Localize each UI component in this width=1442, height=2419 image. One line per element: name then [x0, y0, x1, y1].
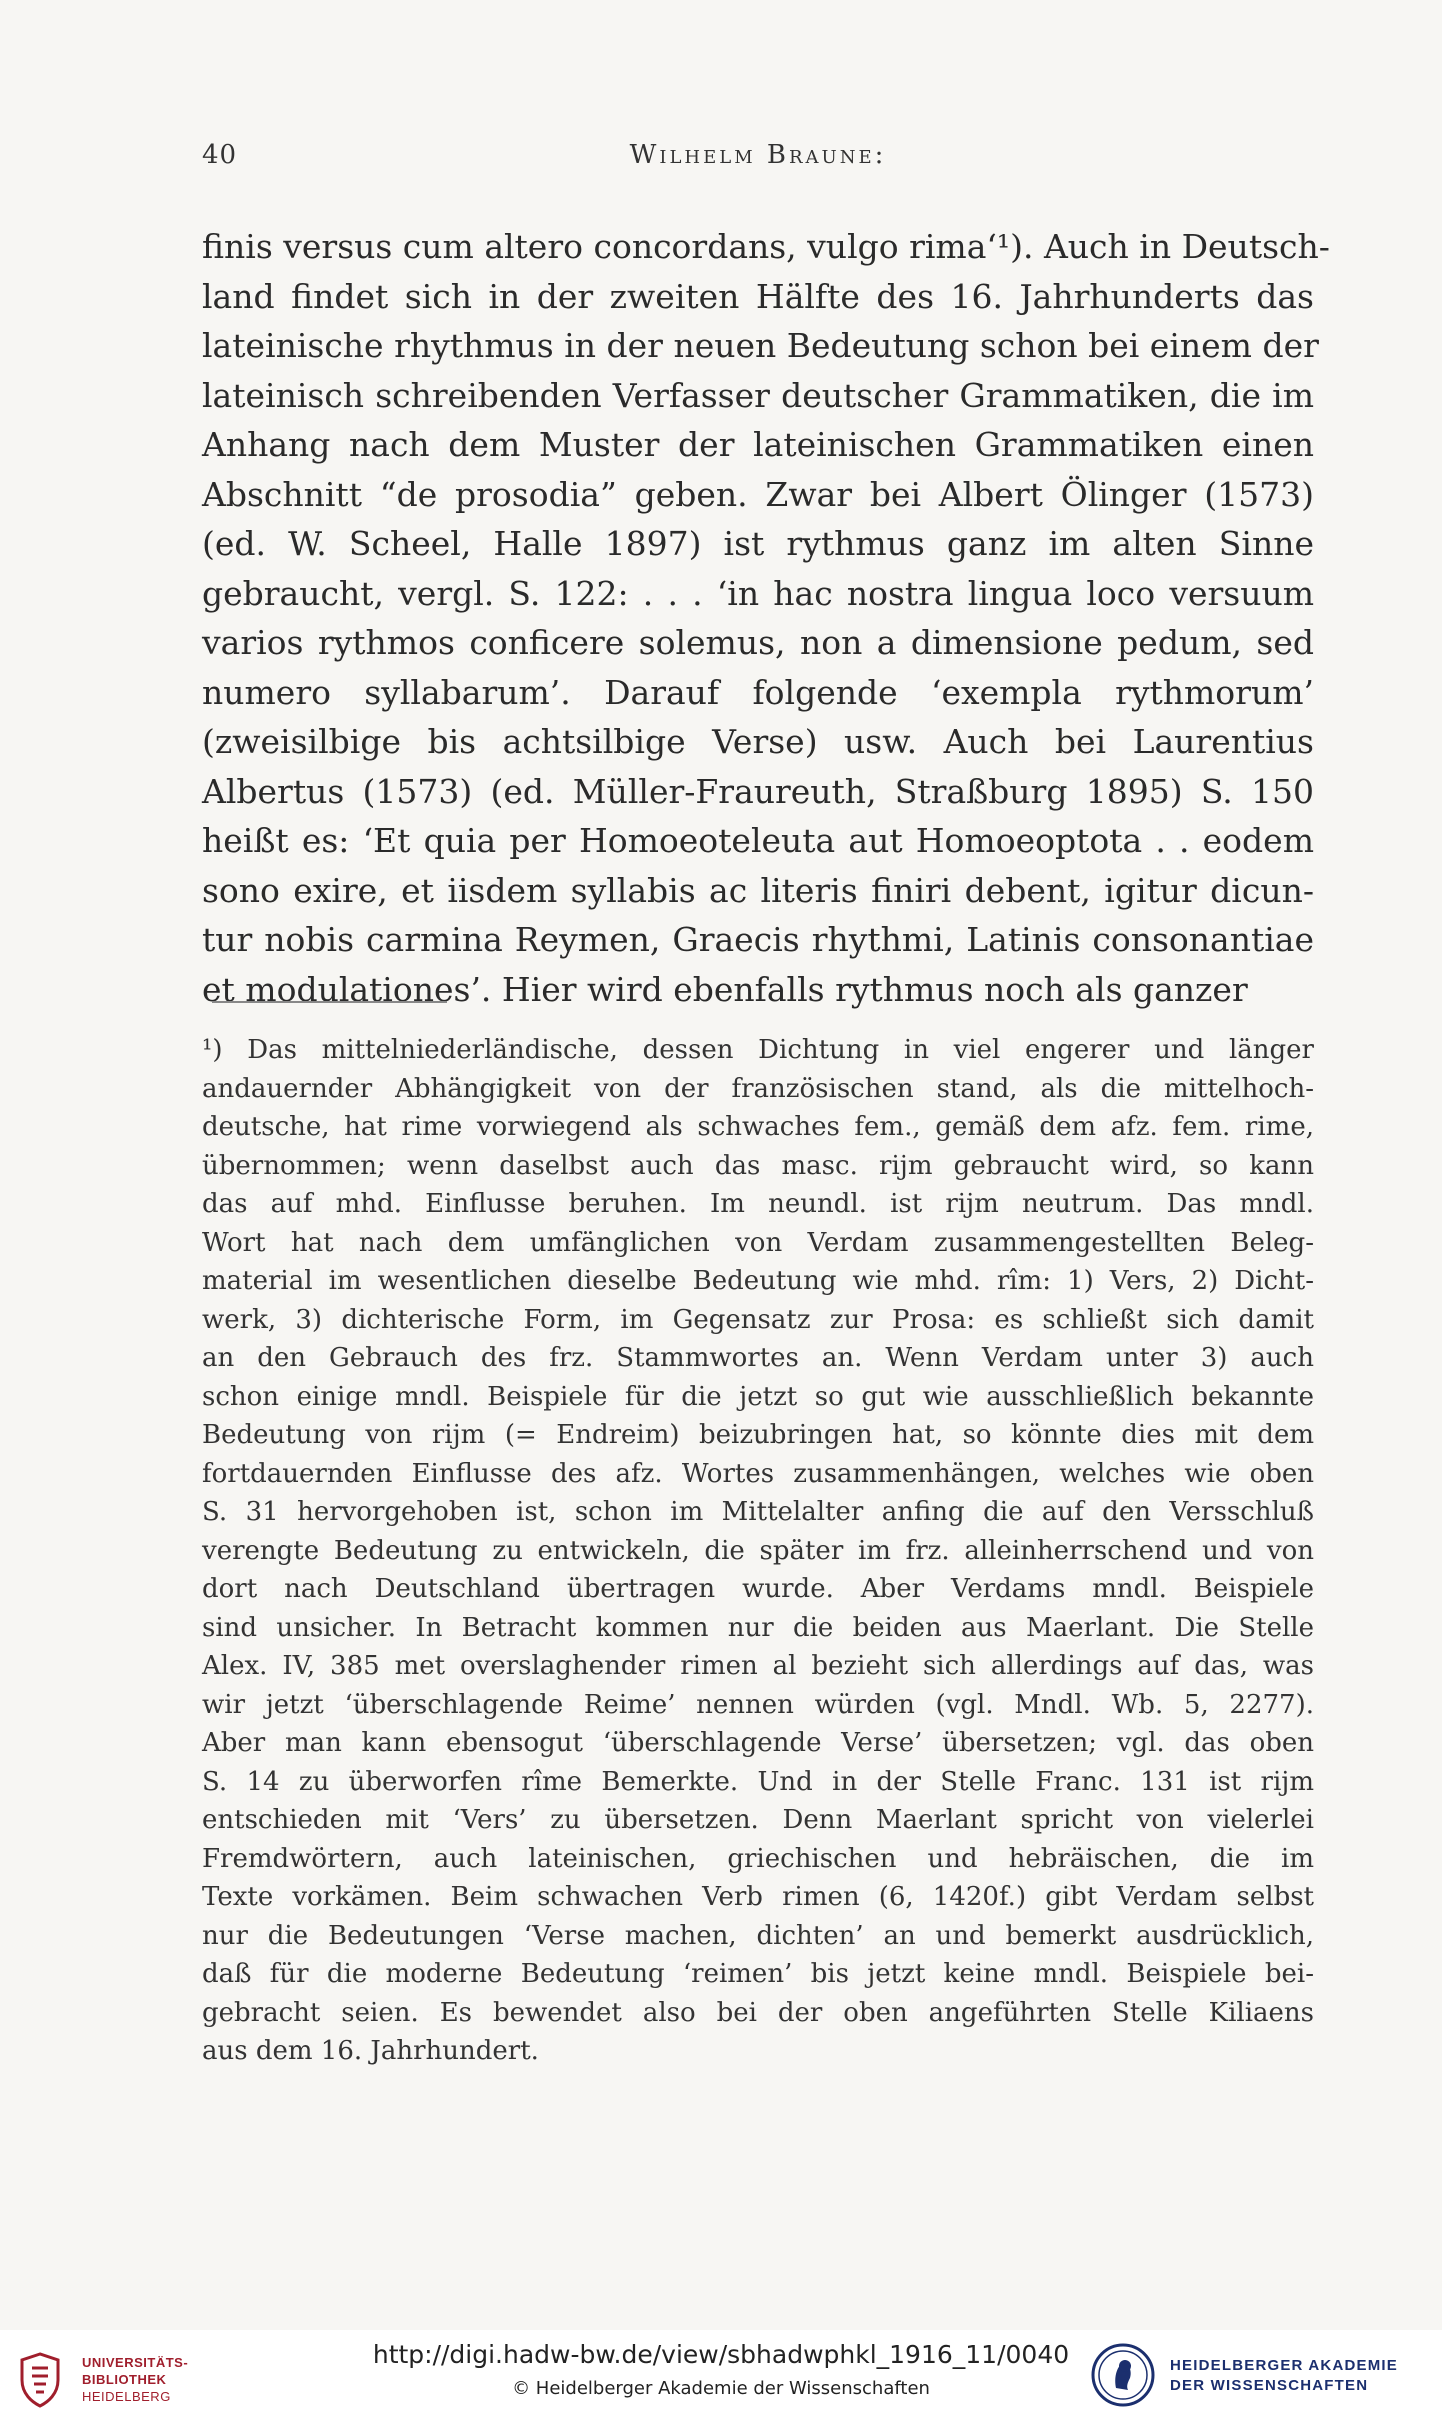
footnote-line: wir jetzt ‘überschlagende Reime’ nennen würden (vgl. Mndl. Wb. 5, 2277). [202, 1689, 1314, 1720]
text-line: et modulationes’. Hier wird ebenfalls rythmus noch als ganzer [202, 969, 1248, 1009]
footnote-line: Bedeutung von rijm (= Endreim) beizubringen hat, so könnte dies mit dem [202, 1420, 1314, 1450]
permalink-url[interactable]: http://digi.hadw-bw.de/view/sbhadwphkl_1916_11/0040 [372, 2340, 1070, 2369]
text-line: numero syllabarum’. Darauf folgende ‘exempla rythmorum’ [202, 672, 1314, 712]
academy-line-2: DER WISSENSCHAFTEN [1170, 2377, 1369, 2394]
footnote-line: gebracht seien. Es bewendet also bei der oben angeführten Stelle Kiliaens [202, 1997, 1314, 2028]
footnote-line: Texte vorkämen. Beim schwachen Verb rimen (6, 1420f.) gibt Verdam selbst [202, 1882, 1314, 1912]
page-number: 40 [202, 140, 238, 170]
text-line: varios rythmos conficere solemus, non a dimensione pedum, sed [202, 623, 1314, 662]
ub-line-1: UNIVERSITÄTS- [82, 2355, 189, 2370]
footnote-line: entschieden mit ‘Vers’ zu übersetzen. Denn Maerlant spricht von vielerlei [202, 1805, 1314, 1835]
text-line: Anhang nach dem Muster der lateinischen Grammatiken einen [202, 425, 1314, 464]
academy-line-1: HEIDELBERGER AKADEMIE [1170, 2357, 1398, 2374]
footnote-line: verengte Bedeutung zu entwickeln, die später im frz. alleinherrschend und von [202, 1535, 1314, 1566]
footnote-line: fortdauernden Einflusse des afz. Wortes zusammenhängen, welches wie oben [202, 1458, 1314, 1489]
main-text-block [202, 222, 1330, 1014]
footnote-line: daß für die moderne Bedeutung ‘reimen’ bis jetzt keine mndl. Beispiele bei- [202, 1959, 1314, 1989]
text-line: lateinische rhythmus in der neuen Bedeutung schon bei einem der [202, 326, 1319, 365]
footnote-line: schon einige mndl. Beispiele für die jetzt so gut wie ausschließlich bekannte [202, 1381, 1314, 1412]
text-line: sono exire, et iisdem syllabis ac literis finiri debent, igitur dicun- [202, 870, 1314, 910]
footnote-line: Aber man kann ebensogut ‘überschlagende Verse’ übersetzen; vgl. das oben [202, 1728, 1314, 1758]
text-line: heißt es: ‘Et quia per Homoeoteleuta aut Homoeoptota . . eodem [202, 821, 1314, 860]
footnote-line: Alex. IV, 385 met overslaghender rimen al bezieht sich allerdings auf das, was [202, 1651, 1314, 1681]
footnote-line: Wort hat nach dem umfänglichen von Verdam zusammengestellten Beleg- [202, 1227, 1314, 1258]
footnote-line: nur die Bedeutungen ‘Verse machen, dichten’ an und bemerkt ausdrücklich, [202, 1920, 1314, 1951]
copyright-notice: © Heidelberger Akademie der Wissenschaften [512, 2378, 930, 2399]
footnote-separator [212, 1001, 447, 1003]
footnote-line: an den Gebrauch des frz. Stammwortes an. Wenn Verdam unter 3) auch [202, 1343, 1314, 1373]
footnote-block [202, 1031, 1314, 2071]
footnote-line: material im wesentlichen dieselbe Bedeutung wie mhd. rîm: 1) Vers, 2) Dicht- [202, 1266, 1314, 1296]
footnote-line: das auf mhd. Einflusse beruhen. Im neundl. ist rijm neutrum. Das mndl. [202, 1189, 1314, 1219]
ub-line-2: BIBLIOTHEK [82, 2372, 167, 2387]
footnote-line: dort nach Deutschland übertragen wurde. Aber Verdams mndl. Beispiele [202, 1574, 1314, 1604]
academy-logo[interactable] [1090, 2342, 1420, 2410]
footnote-line: andauernder Abhängigkeit von der französischen stand, als die mittelhoch- [202, 1073, 1314, 1104]
text-line: Abschnitt “de prosodia” geben. Zwar bei Albert Ölinger (1573) [202, 474, 1314, 514]
footnote-line: Fremdwörtern, auch lateinischen, griechischen und hebräischen, die im [202, 1843, 1314, 1874]
footnote-line: werk, 3) dichterische Form, im Gegensatz zur Prosa: es schließt sich damit [202, 1304, 1314, 1335]
text-line: (ed. W. Scheel, Halle 1897) ist rythmus ganz im alten Sinne [202, 524, 1314, 563]
footnote-line: S. 14 zu überworfen rîme Bemerkte. Und in der Stelle Franc. 131 ist rijm [202, 1766, 1314, 1797]
text-line: land findet sich in der zweiten Hälfte des 16. Jahrhunderts das [202, 276, 1314, 316]
text-line: tur nobis carmina Reymen, Graecis rhythmi, Latinis consonantiae [202, 920, 1314, 959]
text-line: lateinisch schreibenden Verfasser deutscher Grammatiken, die im [202, 375, 1314, 415]
academy-seal-icon [1090, 2342, 1156, 2408]
digitization-footer [0, 2330, 1442, 2419]
academy-wordmark [1170, 2356, 1398, 2396]
footnote-line: ¹) Das mittelniederländische, dessen Dichtung in viel engerer und länger [202, 1035, 1314, 1065]
footnote-line: S. 31 hervorgehoben ist, schon im Mittelalter anfing die auf den Versschluß [202, 1497, 1314, 1527]
text-line: (zweisilbige bis achtsilbige Verse) usw. Auch bei Laurentius [202, 722, 1314, 761]
ub-line-3: HEIDELBERG [82, 2389, 171, 2404]
footnote-line: aus dem 16. Jahrhundert. [202, 2036, 539, 2066]
text-line: finis versus cum altero concordans, vulgo rima‘¹). Auch in Deutsch- [202, 227, 1330, 266]
footnote-line: übernommen; wenn daselbst auch das masc. rijm gebraucht wird, so kann [202, 1150, 1314, 1181]
text-line: gebraucht, vergl. S. 122: . . . ‘in hac nostra lingua loco versuum [202, 573, 1314, 613]
text-line: Albertus (1573) (ed. Müller-Fraureuth, Straßburg 1895) S. 150 [202, 771, 1314, 811]
footnote-line: deutsche, hat rime vorwiegend als schwaches fem., gemäß dem afz. fem. rime, [202, 1112, 1314, 1142]
running-title: Wilhelm Braune: [629, 140, 887, 170]
footnote-line: sind unsicher. In Betracht kommen nur die beiden aus Maerlant. Die Stelle [202, 1612, 1314, 1643]
